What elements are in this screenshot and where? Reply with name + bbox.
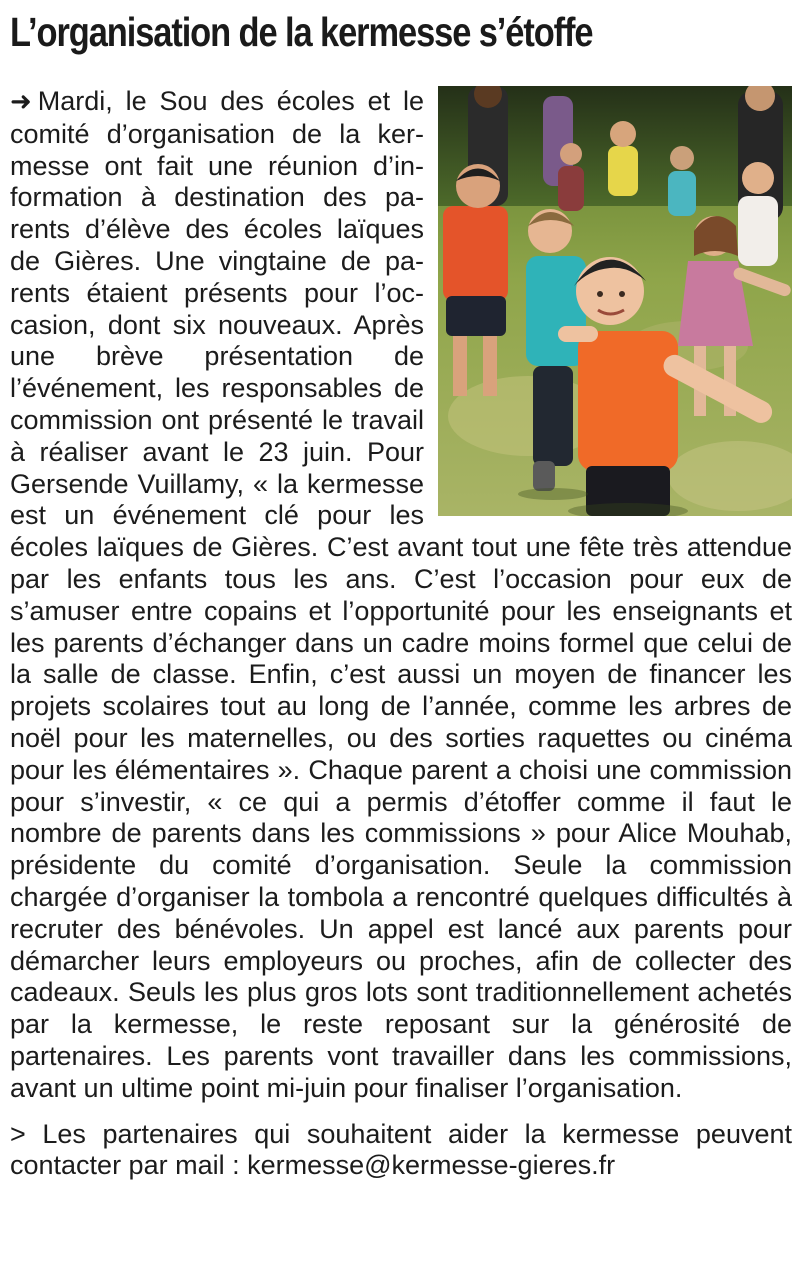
photo-children-dancing — [438, 86, 792, 516]
arrow-right-icon: ➜ — [10, 87, 32, 117]
headline: L’organisation de la kermesse s’étoffe — [10, 9, 593, 55]
contact-note: > Les partenaires qui souhaitent aider la kermesse peuvent contacter par mail : kermesse@kermesse-gieres.fr — [10, 1118, 792, 1181]
article-body-text: Mardi, le Sou des écoles et le comité d’organisation de la kermesse ont fait une réunion d’information à destination des parents d’élève des écoles laïques de Gières. Une vingtaine de parents étaient présents pour l’occasion, dont six nouveaux. Après une brève présentation de l’événement, les responsables de commission ont présenté le travail à réaliser avant le 23 juin. Pour Gersende Vuillamy, « la kermesse est un événement clé pour les écoles laïques de Gières. C’est avant tout une fête très attendue par les enfants tous les ans. C’est l’occasion pour eux de s’amuser entre copains et l’opportunité pour les enseignants et les parents d’échanger dans un cadre moins formel que celui de la salle de classe. Enfin, c’est aussi un moyen de financer les projets scolaires tout au long de l’année, comme les arbres de noël pour les maternelles, ou des sorties raquettes ou cinéma pour les élémentaires ». Chaque parent a choisi une commission pour s’investir, « ce qui a permis d’étoffer comme il faut le nombre de parents dans les commissions » pour Alice Mouhab, présidente du comité d’organisation. Seule la commission chargée d’organiser la tombola a rencontré quelques difficultés à recruter des bénévoles. Un appel est lancé aux parents pour démarcher leurs employeurs ou proches, afin de collecter des cadeaux. Seuls les plus gros lots sont traditionnellement achetés par la kermesse, le reste reposant sur la générosité de partenaires. Les parents vont travailler dans les commissions, avant un ultime point mi-juin pour finaliser l’organisation. — [10, 86, 792, 1103]
